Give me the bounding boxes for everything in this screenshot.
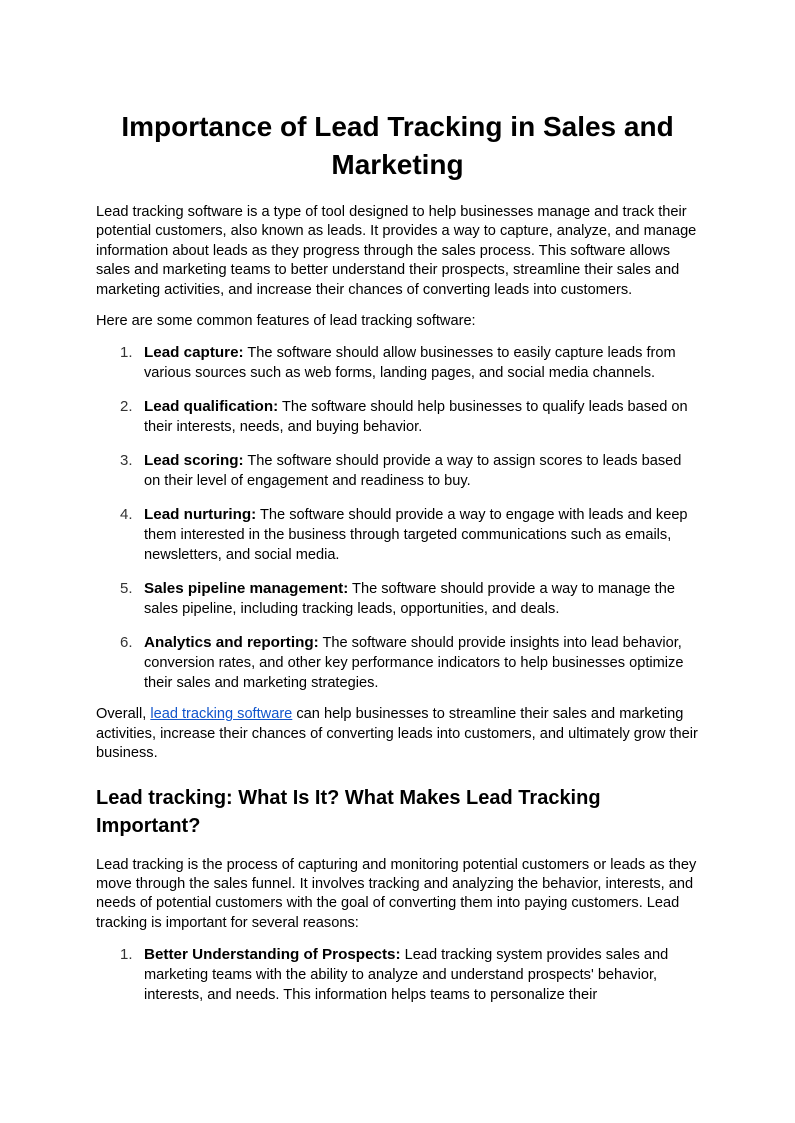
list-item [96, 633, 699, 693]
overall-text-before: Overall, [96, 706, 151, 723]
list-item [96, 343, 699, 383]
feature-term: Lead nurturing: [144, 506, 257, 524]
list-number: 3. [120, 452, 133, 470]
feature-term: Sales pipeline management: [144, 580, 349, 598]
feature-term: Lead qualification: [144, 398, 279, 416]
feature-text: The software should help businesses to qualify leads based on their interests, needs, and buying behavior. [144, 399, 688, 436]
features-list [96, 343, 699, 693]
feature-text: The software should provide a way to engage with leads and keep them interested in the business through targeted communications such as emails, newsletters, and social media. [144, 507, 688, 564]
page-title: Importance of Lead Tracking in Sales and Marketing [121, 111, 674, 180]
list-number: 4. [120, 506, 133, 524]
feature-text: The software should provide a way to assign scores to leads based on their level of engagement and readiness to buy. [144, 453, 682, 490]
reason-term: Better Understanding of Prospects: [144, 946, 401, 964]
list-number: 1. [120, 946, 133, 964]
feature-text: The software should provide insights into lead behavior, conversion rates, and other key performance indicators to help businesses optimize their sales and marketing strategies. [144, 635, 684, 692]
list-number: 6. [120, 634, 133, 652]
overall-text-after: can help businesses to streamline their sales and marketing activities, increase their chances of converting leads into customers, and ultimately grow their business. [96, 706, 698, 762]
list-number: 5. [120, 580, 133, 598]
features-intro: Here are some common features of lead tracking software: [96, 313, 476, 330]
feature-text: The software should provide a way to manage the sales pipeline, including tracking leads, opportunities, and deals. [144, 581, 675, 618]
intro-paragraph: Lead tracking software is a type of tool designed to help businesses manage and track their potential customers, also known as leads. It provides a way to capture, analyze, and manage information about leads as they progress through the sales process. This software allows sales and marketing teams to better understand their prospects, streamline their sales and marketing activities, and increase their chances of converting leads into customers. [96, 204, 697, 298]
section-intro: Lead tracking is the process of capturing and monitoring potential customers or leads as they move through the sales funnel. It involves tracking and analyzing the behavior, interests, and needs of potential customers with the goal of converting them into paying customers. Lead tracking is important for several reasons: [96, 856, 697, 931]
feature-term: Analytics and reporting: [144, 634, 319, 652]
list-item [96, 505, 699, 565]
lead-tracking-software-link[interactable]: lead tracking software [150, 706, 293, 723]
list-item [96, 451, 699, 491]
reason-text: Lead tracking system provides sales and marketing teams with the ability to analyze and understand prospects' behavior, interests, and needs. This information helps teams to personalize their [144, 947, 669, 1004]
list-item [96, 397, 699, 437]
overall-paragraph [96, 705, 699, 763]
feature-term: Lead capture: [144, 344, 244, 362]
list-number: 1. [120, 344, 133, 362]
section-heading: Lead tracking: What Is It? What Makes Lead Tracking Important? [96, 786, 601, 837]
feature-text: The software should allow businesses to easily capture leads from various sources such as web forms, landing pages, and social media channels. [144, 345, 676, 382]
reasons-list [96, 945, 699, 1005]
list-item [96, 945, 699, 1005]
feature-term: Lead scoring: [144, 452, 244, 470]
list-number: 2. [120, 398, 133, 416]
list-item [96, 579, 699, 619]
